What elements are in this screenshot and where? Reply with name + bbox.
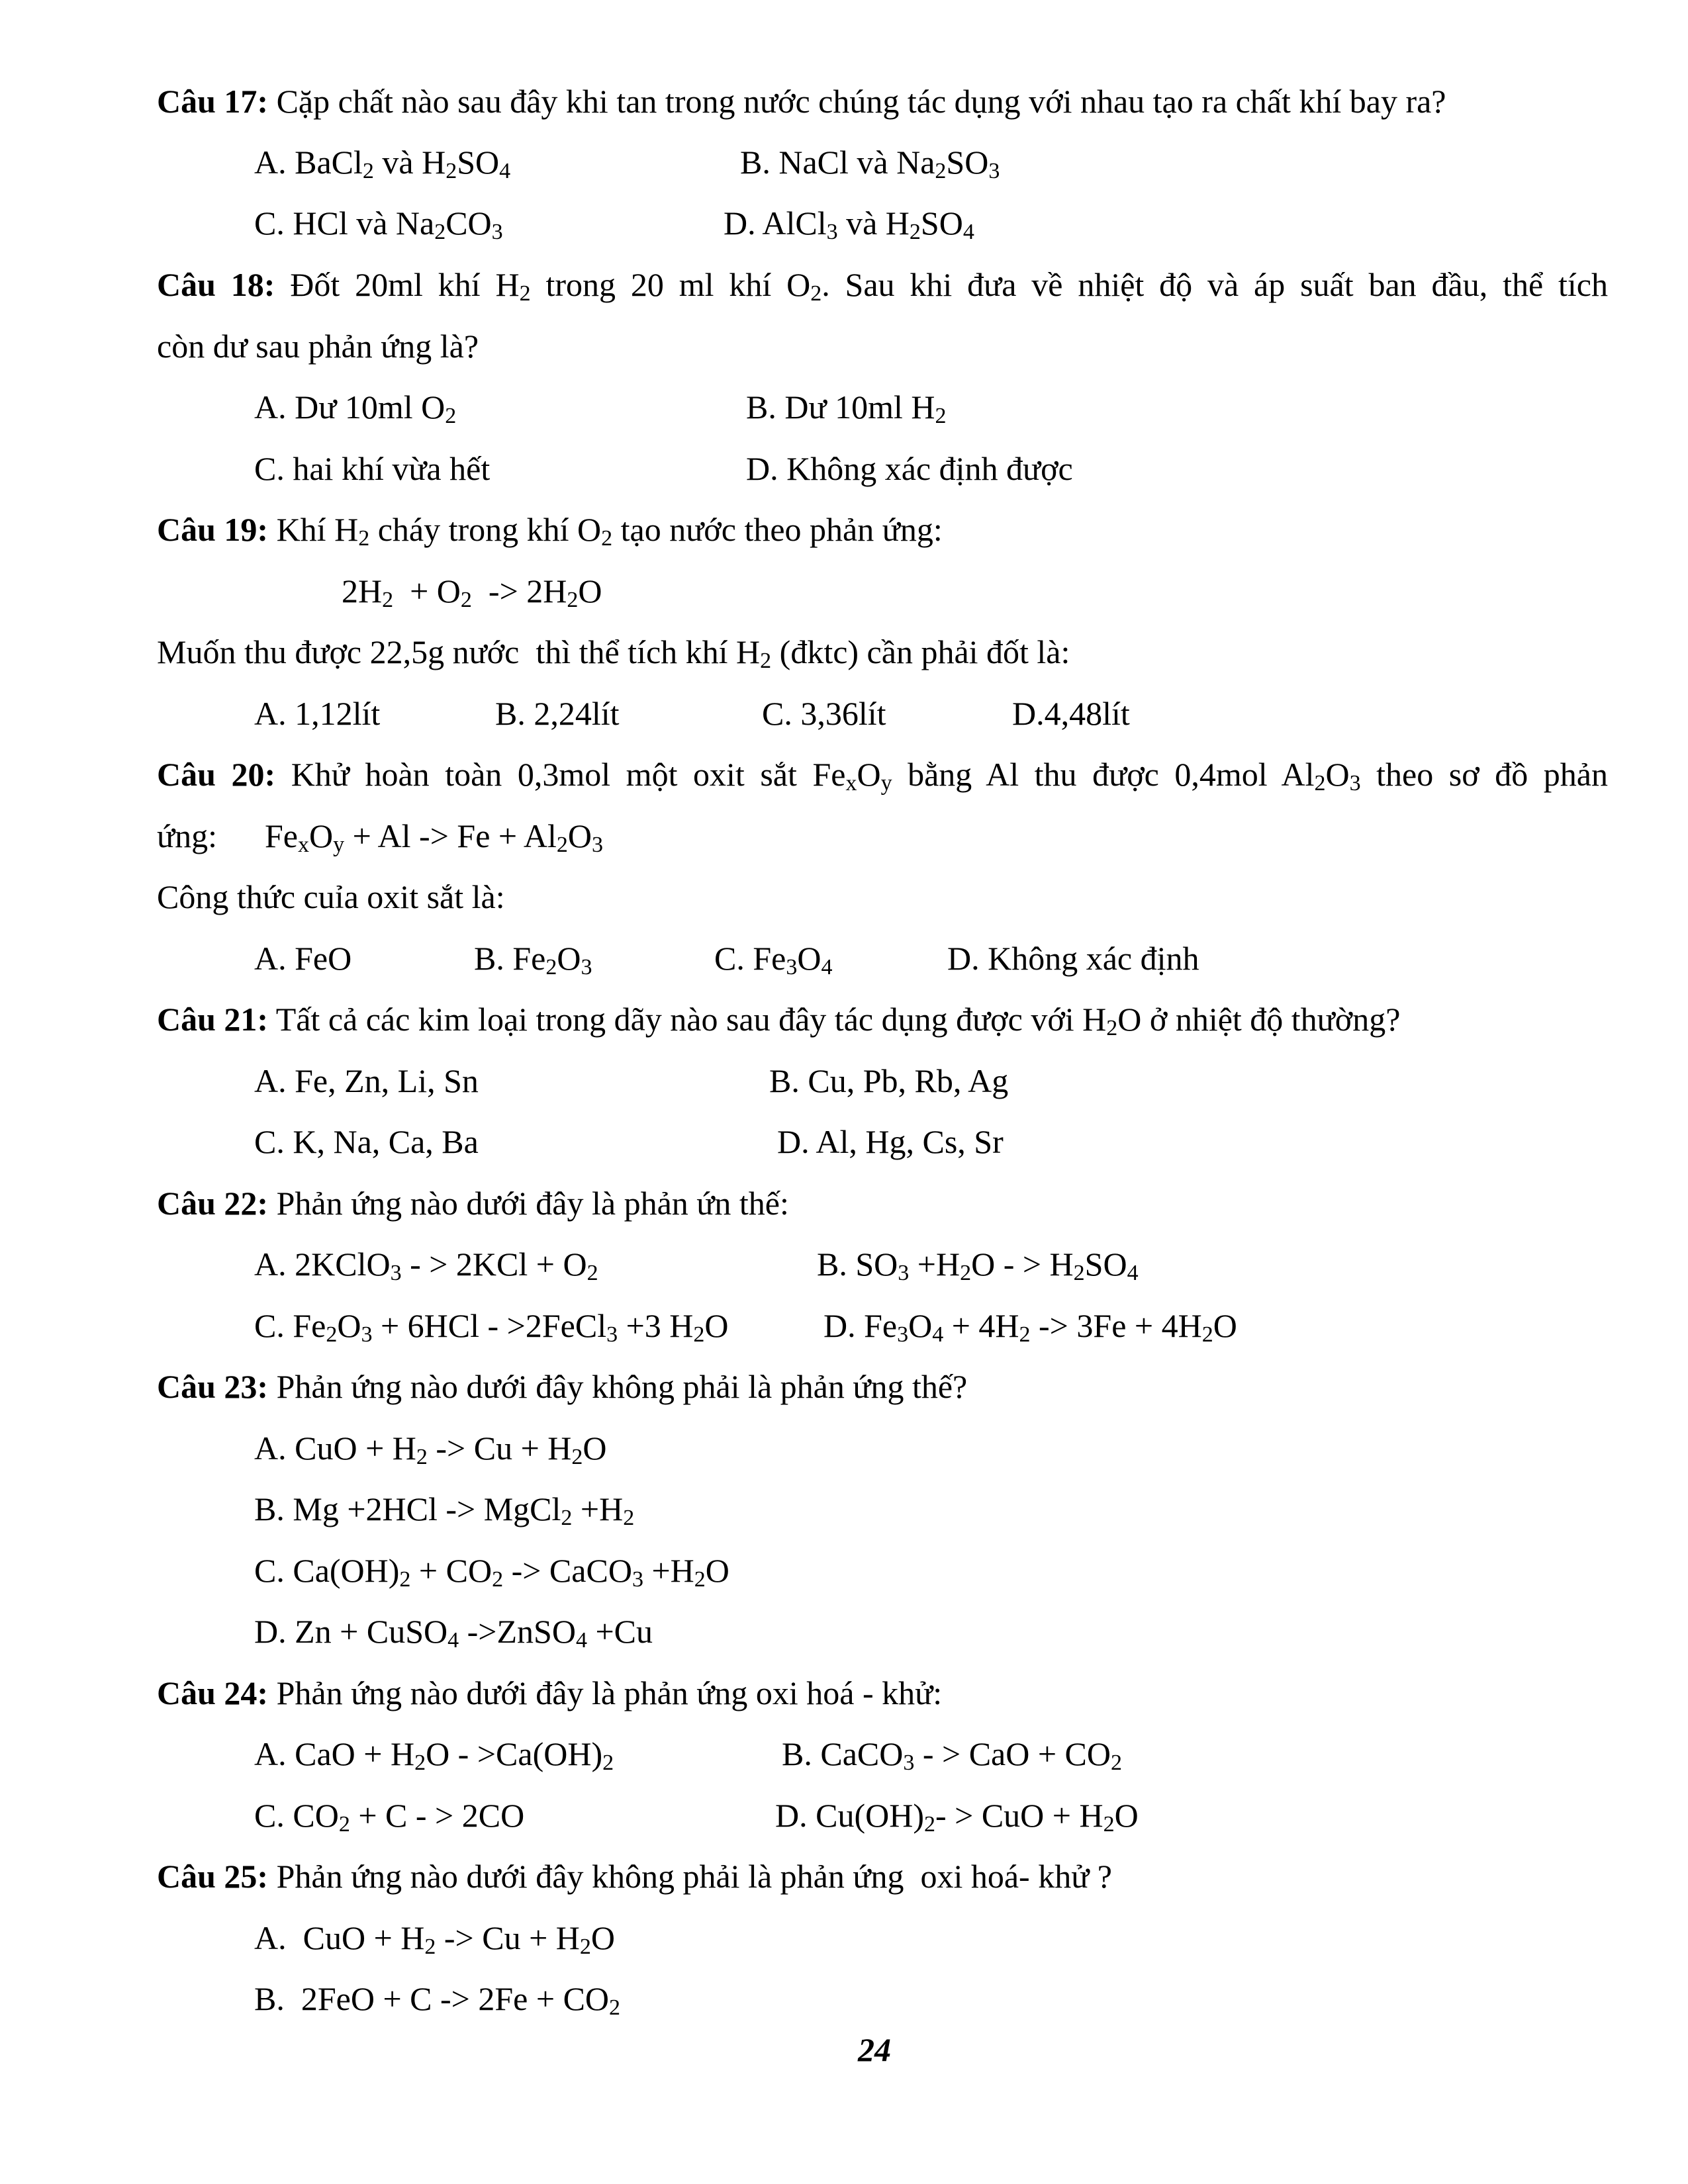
option-d: D. Không xác định được [746,450,1073,487]
reaction-scheme: FexOy + Al -> Fe + Al2O3 [265,817,603,857]
option-c: C. 3,36lít [762,695,886,732]
option-d: D. Al, Hg, Cs, Sr [777,1123,1004,1160]
option-c: C. K, Na, Ca, Ba [254,1123,479,1160]
question-23-stem: Câu 23: Phản ứng nào dưới đây không phải là phản ứng thế? [157,1368,968,1405]
option-b: B. Cu, Pb, Rb, Ag [769,1062,1009,1099]
question-25-stem: Câu 25: Phản ứng nào dưới đây không phải là phản ứng oxi hoá- khử ? [157,1858,1112,1895]
option-c: C. HCl và Na2CO3 [254,205,503,244]
question-20-stem-line2: ứng: [157,817,217,854]
option-b: B. NaCl và Na2SO3 [740,144,1000,183]
option-b: B. Mg +2HCl -> MgCl2 +H2 [254,1490,635,1530]
option-a: A. 1,12lít [254,695,381,732]
option-d: D. Zn + CuSO4 ->ZnSO4 +Cu [254,1613,653,1653]
option-a: A. CuO + H2 -> Cu + H2O [254,1430,607,1469]
option-d: D.4,48lít [1012,695,1130,732]
question-22-stem: Câu 22: Phản ứng nào dưới đây là phản ứn thế: [157,1185,789,1222]
option-b: B. SO3 +H2O - > H2SO4 [817,1246,1139,1285]
question-18-stem-line2: còn dư sau phản ứng là? [157,328,479,365]
option-b: B. 2,24lít [495,695,620,732]
option-a: A. BaCl2 và H2SO4 [254,144,511,183]
question-number: Câu 23: [157,1368,269,1405]
question-number: Câu 21: [157,1001,269,1038]
option-a: A. Fe, Zn, Li, Sn [254,1062,479,1099]
question-17-stem: Câu 17: Cặp chất nào sau đây khi tan trong nước chúng tác dụng với nhau tạo ra chất khí bay ra? [157,83,1446,120]
option-d: D. Fe3O4 + 4H2 -> 3Fe + 4H2O [823,1307,1237,1347]
question-number: Câu 25: [157,1858,269,1895]
question-19-prompt: Muốn thu được 22,5g nước thì thể tích khí H2 (đktc) cần phải đốt là: [157,633,1070,673]
question-number: Câu 19: [157,511,269,548]
question-20-stem: Câu 20: Khử hoàn toàn 0,3mol một oxit sắt FexOy bằng Al thu được 0,4mol Al2O3 theo sơ đồ phản [157,756,1608,796]
option-c: C. Ca(OH)2 + CO2 -> CaCO3 +H2O [254,1552,729,1592]
question-number: Câu 20: [157,756,276,793]
option-c: C. Fe2O3 + 6HCl - >2FeCl3 +3 H2O [254,1307,729,1347]
option-c: C. Fe3O4 [714,940,833,979]
option-a: A. CuO + H2 -> Cu + H2O [254,1919,615,1959]
option-b: B. Dư 10ml H2 [746,388,947,428]
question-20-prompt: Công thức cuỉa oxit sắt là: [157,878,505,915]
option-a: A. Dư 10ml O2 [254,388,457,428]
option-b: B. 2FeO + C -> 2Fe + CO2 [254,1980,621,2020]
question-number: Câu 24: [157,1674,269,1711]
question-19-stem: Câu 19: Khí H2 cháy trong khí O2 tạo nước theo phản ứng: [157,511,943,551]
option-c: C. CO2 + C - > 2CO [254,1797,525,1837]
question-number: Câu 18: [157,266,275,303]
question-21-stem: Câu 21: Tất cả các kim loại trong dãy nào sau đây tác dụng được với H2O ở nhiệt độ thường? [157,1001,1401,1040]
question-number: Câu 17: [157,83,269,120]
question-18-stem: Câu 18: Đốt 20ml khí H2 trong 20 ml khí O2. Sau khi đưa về nhiệt độ và áp suất ban đầu, thể tích [157,266,1608,306]
option-c: C. hai khí vừa hết [254,450,491,487]
option-d: D. Không xác định [947,940,1199,977]
reaction-equation: 2H2 + O2 -> 2H2O [342,572,602,612]
question-24-stem: Câu 24: Phản ứng nào dưới đây là phản ứng oxi hoá - khử: [157,1674,943,1711]
option-b: B. CaCO3 - > CaO + CO2 [782,1735,1123,1775]
option-d: D. Cu(OH)2- > CuO + H2O [775,1797,1139,1837]
option-d: D. AlCl3 và H2SO4 [724,205,974,244]
option-b: B. Fe2O3 [474,940,592,979]
option-a: A. CaO + H2O - >Ca(OH)2 [254,1735,614,1775]
option-a: A. FeO [254,940,352,977]
question-number: Câu 22: [157,1185,269,1222]
option-a: A. 2KClO3 - > 2KCl + O2 [254,1246,598,1285]
page-number: 24 [858,2031,891,2068]
